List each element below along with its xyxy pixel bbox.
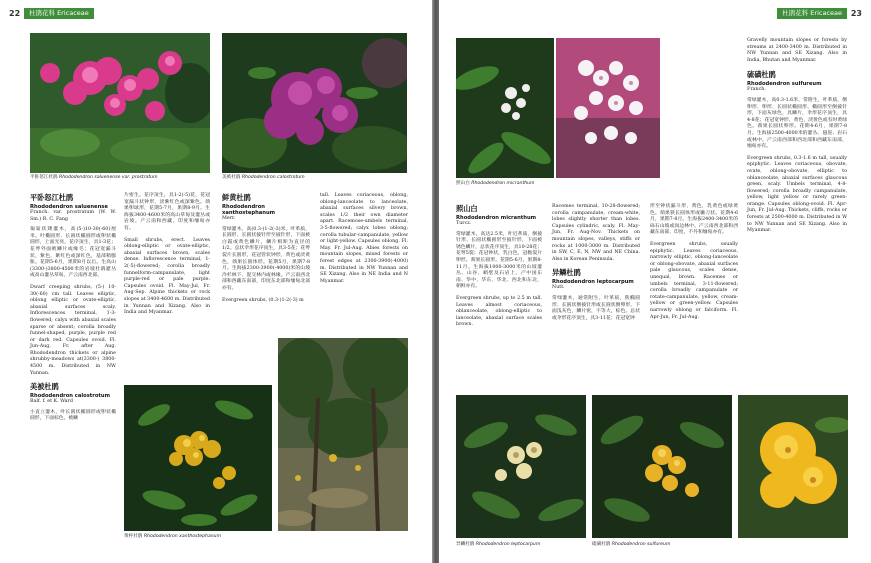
photo-rhododendron-xanthostephanum <box>124 385 272 531</box>
caption-micranthum <box>456 180 535 186</box>
photo-micranthum-closeup <box>456 38 554 178</box>
description-en: Dwarf creeping shrubs, (5-) 10-30(-60) cm tall. Leaves elliptic, oblong elliptic or ovate-elliptic, abaxial surfaces scaly. Inflorescences terminal, 1-3-flowered; calyx with abaxial scales sparse or absent; corolla broadly funnel-shaped, purple, purple red or dark red. Capsules ovoid. Fl. Jun-Aug, Fr. after Aug. Rhododendron thickets or alpine shrubby-meadows at(3300-) 3800-4500 m. Distributed in NW Yunnan. <box>30 284 116 376</box>
photo-micranthum-flowers <box>556 38 660 178</box>
caption-zh: 黄杯杜鹃 <box>124 534 143 539</box>
description-en-continued: Gravelly mountain slopes or forests by streams at 2400-3400 m. Distributed in NW Yunnan and SE Xizang. Also in India, Bhutan and Myanmar. <box>747 38 847 63</box>
caption-zh: 异鳞杜鹃 <box>456 542 475 547</box>
species-authority: Franch. <box>747 87 766 93</box>
caption-sci: Rhododendron saluenense var. prostratum <box>59 175 158 180</box>
caption-zh: 硫磺杜鹃 <box>592 542 611 547</box>
description-en: Evergreen shrubs, usually epiphytic. Leaves coriaceous, narrowly elliptic, oblong-lanceolate or oblong-obovate, abaxial surfaces pale glaucous, scales dense, unequal, brown. Racemes or umbels terminal, 3-11-flowered; corolla broadly campanulate or rotate-campanulate, yellow, cream-yellow or green-yellow. Capsules narrowly oblong or falciform. Fl. Apr-Jun, Fr. Jul-Aug. <box>650 241 738 320</box>
species-authority: Merr. <box>222 216 236 221</box>
photo-rhododendron-calostrotum <box>222 33 407 173</box>
caption-sci: Rhododendron leptocarpum <box>475 542 541 547</box>
description-zh: 常绿灌木，高(0.3-)1-2(-3)米。叶革质，长圆形、长圆状披针形至披针形，下面被白霜或黄色鳞片，鳞片相距为直径的1/2。总状伞形花序顶生，具3-5花；花萼裂片长圆形，花冠管状钟形，黄色或淡黄色，蒴果长圆体形。花期5月，果期7-8月。生海拔2300-3900(-4000)米的山坡冷杉林下、混交林内或林缘。产云南西北部和西藏东南部，印度东北部和缅甸北部亦有。 <box>222 226 310 291</box>
description-en: Small shrubs, erect. Leaves oblong-elliptic or ovate-elliptic, abaxial surfaces brown, scales dense. Inflorescence terminal, 1-2(-5)-flowered; corolla broadly funnelform-campanulate, light purple-red or pale purple. Capsules ovoid. Fl. May-Jul, Fr. Aug-Sep. Alpine thickets or rock slopes at 3400-4600 m. Distributed in Yunnan and Xizang. Also in India and Myanmar. <box>124 237 210 316</box>
right-page <box>439 0 871 563</box>
book-gutter <box>432 0 439 563</box>
left-page <box>0 0 432 563</box>
species-authority: Turcz. <box>456 221 472 226</box>
species-name-sci: Rhododendron leptocarpum <box>552 279 634 286</box>
description-en: tall. Leaves coriaceous, oblong, oblong-lanceolate to lanceolate, abaxial surfaces silvery brown, scales 1/2 their own diameter apart. Racemose-umbels terminal, 3-5-flowered; calyx lobes oblong; corolla tubular-campanulate, yellow or light-yellow. Capsules oblong. Fl. May. Fr. Jul-Aug. Abies forests on mountain slopes, mixed forests or forest edges at 2300-3900(-4000) m. Distributed in NW Yunnan and SE Xizang. Also in NE India and N Myanmar. <box>320 193 408 284</box>
text-column-1 <box>30 193 116 428</box>
species-name-zh: 照山白 <box>456 204 478 213</box>
description-zh: 常绿灌木，通常附生。叶革质，狭椭圆形、长圆状倒披针形或长圆状倒卵形，下面浅灰色，鳞片密，不等大，棕色。总状或伞形花序顶生，具3-11花；花冠宽钟 <box>552 295 640 321</box>
species-name-zh: 平卧怒江杜鹃 <box>30 193 74 202</box>
page-number: 23 <box>850 9 862 18</box>
caption-saluenense <box>30 174 158 180</box>
text-column-2 <box>124 193 210 322</box>
caption-sci: Rhododendron sulfureum <box>611 542 671 547</box>
caption-sulfureum <box>592 541 670 547</box>
text-column-2 <box>552 204 640 327</box>
description-zh: 片密生。花序顶生，具1-2(-5)花，花冠宽漏斗状钟形，淡紫红色或深紫色。蒴果卵球形，花期5-7月，果期8-9月。生海拔3400-4600米的高山草甸及灌丛或岩坡。产云南和西藏，印度和缅甸亦有。 <box>124 193 210 231</box>
caption-zh: 美被杜鹃 <box>222 175 241 180</box>
species-name-sci: Rhododendron calostrotum <box>30 393 110 400</box>
text-column-4 <box>320 193 408 290</box>
photo-rhododendron-sulfureum <box>592 395 732 538</box>
species-name-sci: Rhododendron sulfureum <box>747 81 822 88</box>
description-zh: 形至钟状漏斗形，黄色，乳黄色或绿黄色。蒴果狭长圆体形或镰刀状。花期4-6月，果期7-8月。生海拔2400-3400米的砾石山坡或岗边林中。产云南西北部和西藏东南部，印度、不丹和缅甸亦有。 <box>650 204 738 236</box>
species-name-sci: Rhododendron xanthostephanum <box>222 204 276 216</box>
caption-sci: Rhododendron calostrotum <box>241 175 305 180</box>
description-zh: 小直立灌木，叶长圆状椭圆形或卵状椭圆形，下面棕色，被鳞 <box>30 409 116 422</box>
photo-rhododendron-leptocarpum <box>456 395 586 538</box>
species-authority: Nutt. <box>552 285 565 291</box>
description-en: Evergreen shrubs, 0.3-1.6 m tall, usually epiphytic. Leaves coriaceous, obovate, ovate, oblong-obovate, elliptic to oblanceolate, abaxial surfaces glaucous green, scaly. Umbels terminal, 4-8-flowered; corolla broadly campanulate, yellow, light yellow or rarely green-orange. Capsules oblong-ovoid. Fl. Apr-Jun, Fr. Jul-Aug. Thickets, cliffs, rocks or forests at 2500-4000 m. Distributed in W to NW Yunnan and SE Xizang. Also in Myanmar. <box>747 155 847 234</box>
caption-calostrotum <box>222 174 305 180</box>
species-name-zh: 硫磺杜鹃 <box>747 70 776 80</box>
species-name-zh: 鲜黄杜鹃 <box>222 193 251 202</box>
caption-sci: Rhododendron xanthostephanum <box>143 534 222 539</box>
description-en: Evergreen shrubs, up to 2.5 m tall. Leaves almost coriaceous, oblanceolate, oblong-elliptic to lanceolate, abaxial surface scales brown. <box>456 295 542 328</box>
text-column-1 <box>456 204 542 334</box>
caption-leptocarpum <box>456 541 540 547</box>
page-header: 杜鹃花科 Ericaceae <box>24 8 94 19</box>
page-number: 22 <box>9 9 21 18</box>
species-name-zh: 美被杜鹃 <box>30 382 59 392</box>
description-zh: 常绿灌木，高达2.5米，叶近革质，倒披针形、长圆状椭圆形至披针形，下面被锈色鳞片，总状花序顶生，具10-28花；花萼5裂；花冠钟状，乳白色，冠檐裂片卵形。蒴果长圆形。花期5-6月，果期8-11月。生海拔1000-3000米的山坡灌丛、山谷、峭壁及石岩上，产中国东南、华中、华东、华北、西北和东北，朝鲜亦有。 <box>456 231 542 290</box>
photo-sulfureum-closeup <box>738 395 848 538</box>
species-name-sci: Rhododendron saluenense <box>30 204 108 210</box>
page-header: 杜鹃花科 Ericaceae <box>777 8 847 19</box>
description-zh: 常绿灌木，高0.3-1.6米，常附生，叶革质，倒卵形、卵形、长圆状椭圆形、椭圆形至倒披针形，下面灰绿色，具鳞片，伞形花序顶生，具4-8花；花冠宽钟形，黄色，淡黄色或有时黄绿色。蒴果长圆状卵形。花期4-6月，果期7-8月。生海拔2500-4000米的灌丛、悬崖、岩石或林中。产云南西部和西北部和西藏东南部，缅甸亦有。 <box>747 97 847 150</box>
caption-xanthostephanum <box>124 533 221 539</box>
caption-sci: Rhododendron micranthum <box>471 181 535 186</box>
species-authority: Franch. var. prostratum (W. W. Sm.) R. C. Fang <box>30 210 116 222</box>
description-en: Evergreen shrubs, (0.3-)1-2(-3) m <box>222 297 304 303</box>
description-zh: 匍匐状矮灌木，高(5-)10-30(-60)厘米。叶椭圆形、长圆状椭圆形或卵状椭圆形，上面光亮，花序顶生，具1-3花；花萼外面被鳞片或缘毛；花冠宽漏斗状，紫色，紫红色或深红色，基部稍膨胀。花期5-6月，果期8月以后。生高山(3300-)3800-4500米的岩坡杜鹃灌丛或高山灌丛草甸。产云南西北部。 <box>30 227 116 279</box>
caption-zh: 平卧怒江杜鹃 <box>30 175 58 180</box>
photo-habitat <box>278 338 408 531</box>
text-column-4 <box>747 38 847 240</box>
species-name-zh: 异鳞杜鹃 <box>552 268 581 278</box>
text-column-3 <box>650 204 738 326</box>
caption-zh: 照山白 <box>456 181 470 186</box>
text-column-3 <box>222 193 310 309</box>
description-en: Racemes terminal, 10-28-flowered; corolla campanulate, cream-white, lobes slightly shorter than lobes. Capsules cylindric, scaly. Fl. May-Jun, Fr. Aug-Nov. Thickets on mountain slopes, valleys, stiffs or rocks at 1000-3000 m. Distributed in SW, C, E, N, NW and NE China. Also in Korean Peninsula. <box>552 204 640 262</box>
photo-rhododendron-saluenense <box>30 33 210 173</box>
species-name-sci: Rhododendron micranthum <box>456 215 537 221</box>
species-authority: Balf. f. et K. Ward <box>30 399 73 405</box>
